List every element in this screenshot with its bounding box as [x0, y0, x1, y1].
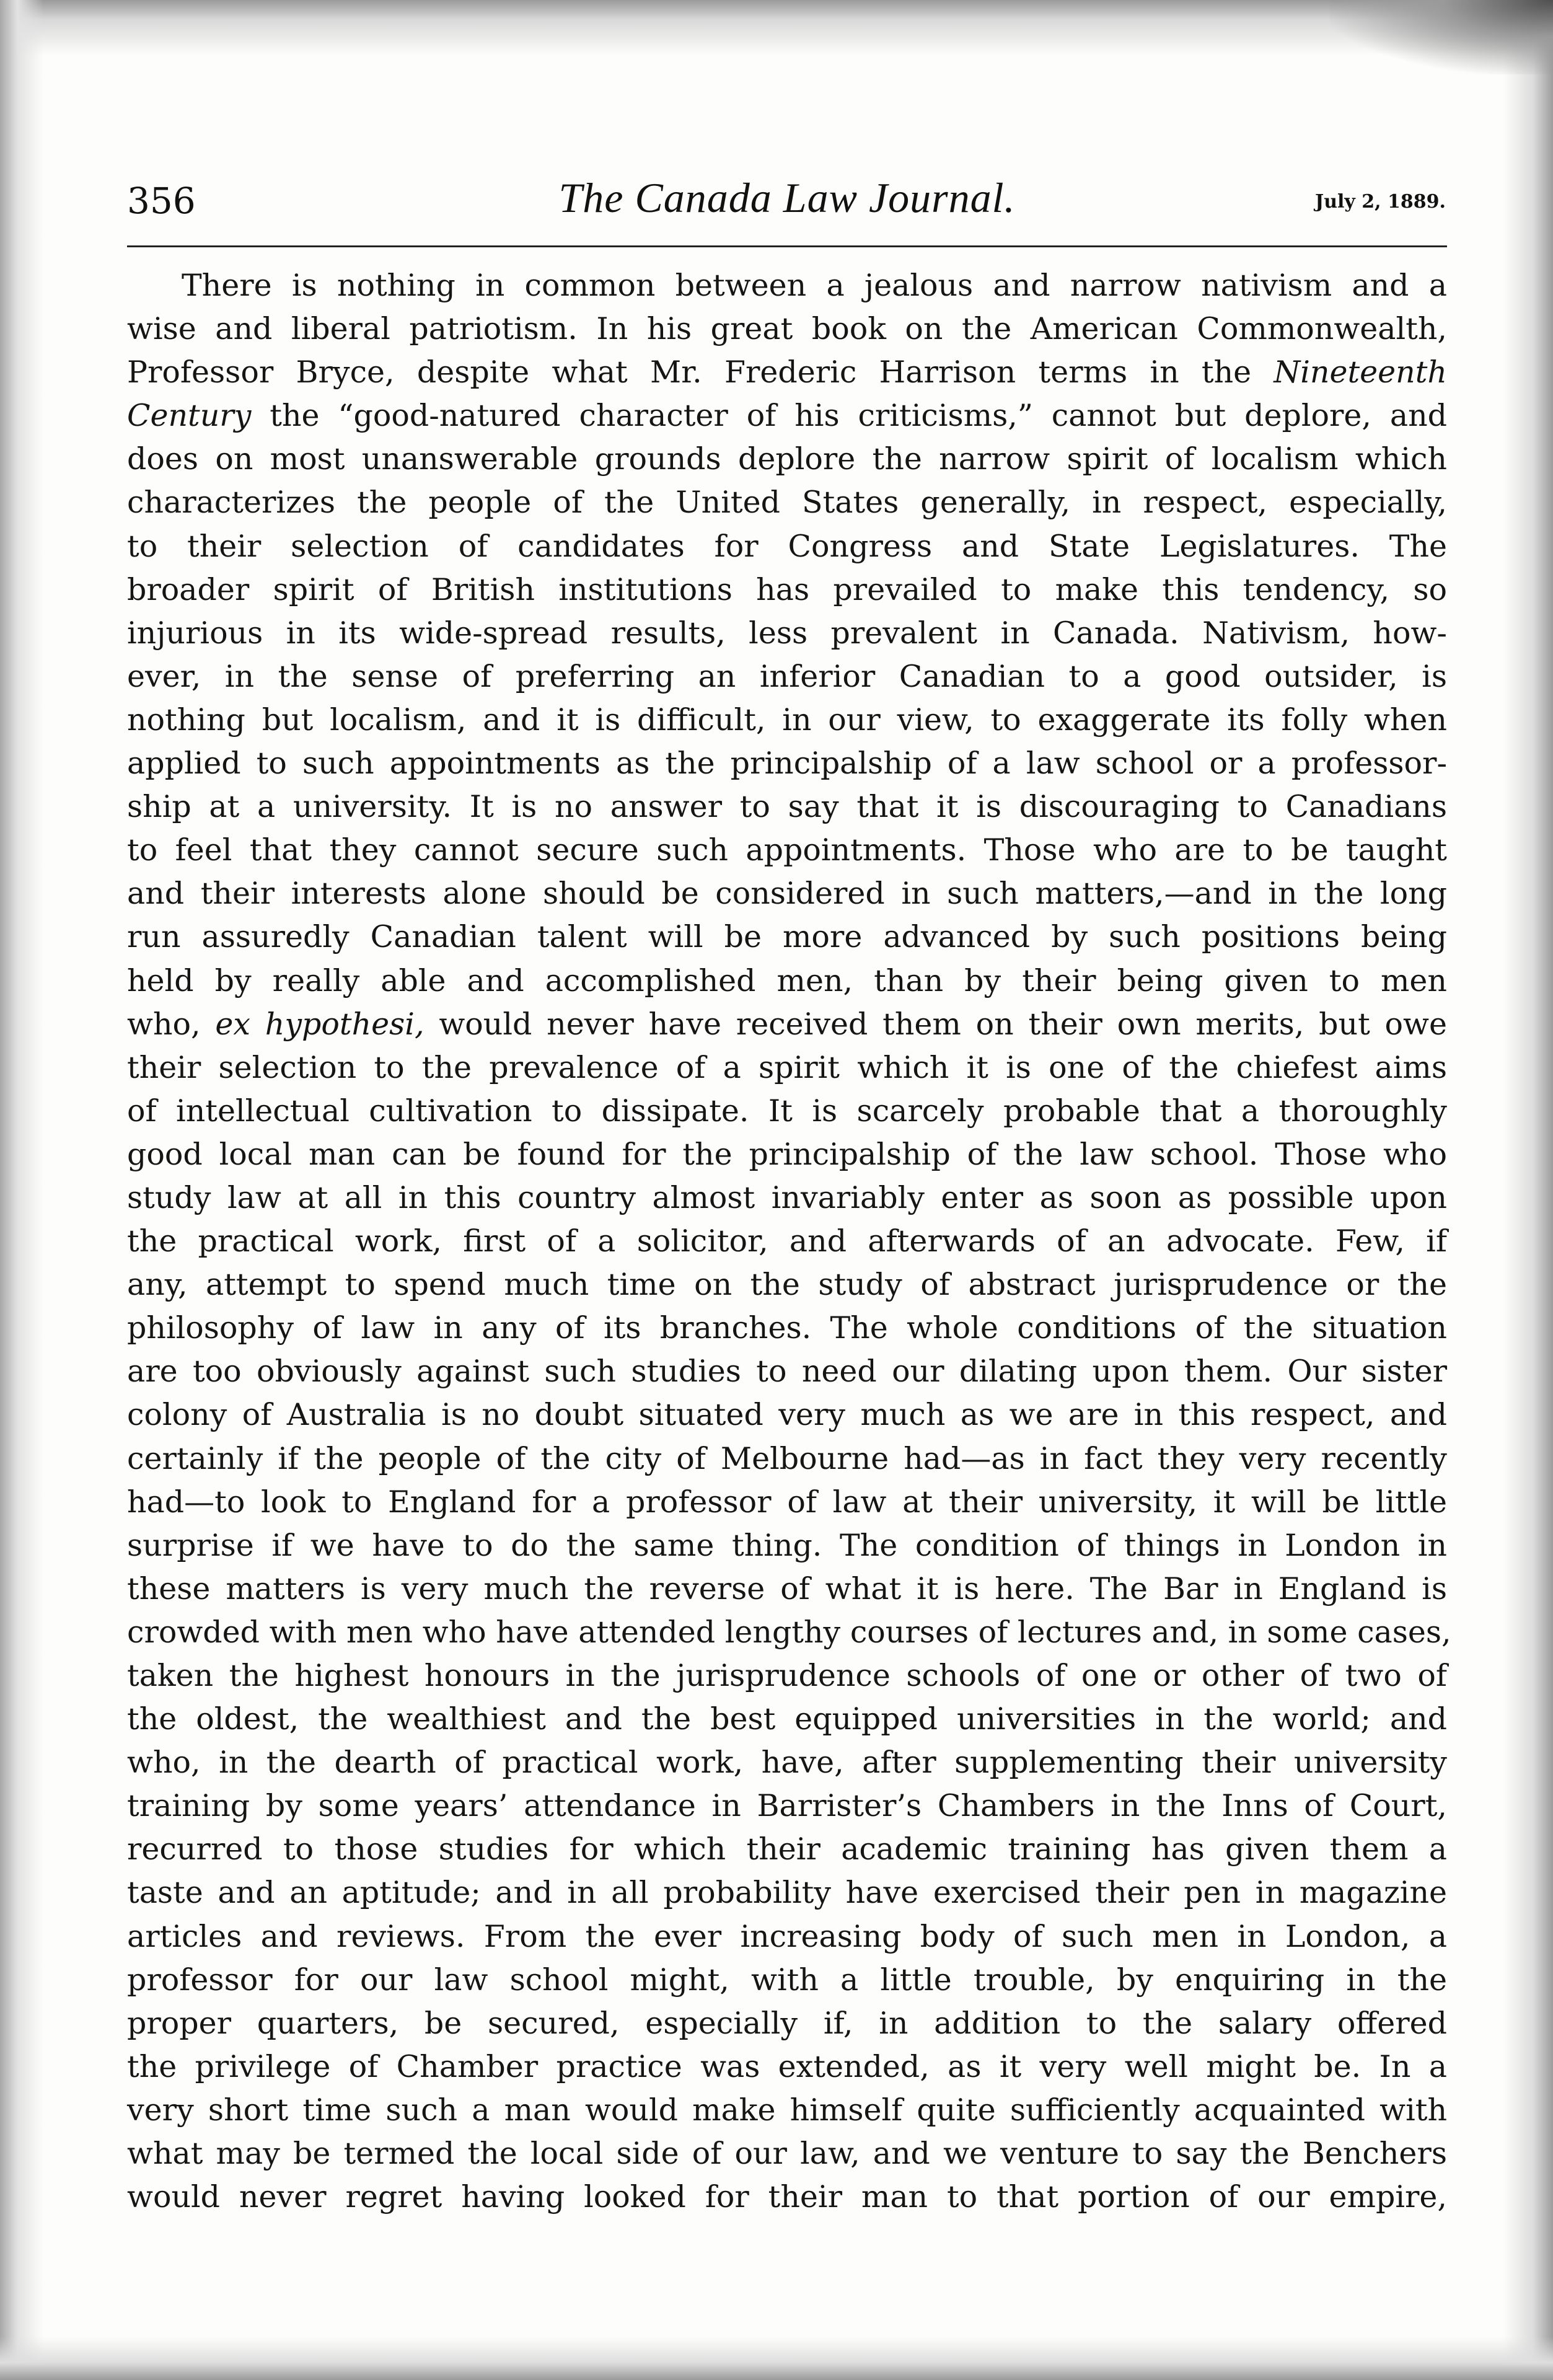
text-line: run assuredly Canadian talent will be more advanced by such positions being [127, 919, 1447, 955]
text-line: taste and an aptitude; and in all probability have exercised their pen in magazine [127, 1875, 1447, 1911]
header-rule [127, 245, 1447, 247]
text-line: wise and liberal patriotism. In his great book on the American Commonwealth, [127, 311, 1447, 347]
issue-date: July 2, 1889. [1315, 191, 1446, 213]
text-line: had—to look to England for a professor of law at their university, it will be little [127, 1484, 1447, 1520]
text-line: surprise if we have to do the same thing. The condition of things in London in [127, 1527, 1447, 1563]
text-line: certainly if the people of the city of Melbourne had—as in fact they very recently [127, 1440, 1447, 1476]
article-body [127, 264, 1451, 2219]
text-line: held by really able and accomplished men, than by their being given to men [127, 963, 1447, 998]
text-line: colony of Australia is no doubt situated very much as we are in this respect, and [127, 1397, 1447, 1433]
text-line: characterizes the people of the United States generally, in respect, especially, [127, 485, 1447, 521]
running-header [127, 167, 1447, 236]
text-line: nothing but localism, and it is difficult, in our view, to exaggerate its folly when [127, 702, 1447, 738]
text-line: the practical work, first of a solicitor, and afterwards of an advocate. Few, if [127, 1223, 1447, 1259]
text-line [127, 1003, 1447, 1046]
text-segment: would never have received them on their own merits, but owe [439, 1006, 1447, 1042]
text-line: taken the highest honours in the jurisprudence schools of one or other of two of [127, 1658, 1447, 1693]
text-line: to their selection of candidates for Congress and State Legislatures. The [127, 528, 1447, 564]
journal-title: The Canada Law Journal. [558, 174, 1016, 221]
text-line: injurious in its wide-spread results, less prevalent in Canada. Nativism, how- [127, 615, 1447, 651]
text-line: ever, in the sense of preferring an inferior Canadian to a good outsider, is [127, 658, 1447, 694]
italic-title-segment: Century [127, 398, 252, 434]
text-line: crowded with men who have attended lengthy courses of lectures and, in some cases, [127, 1614, 1451, 1650]
text-line: training by some years’ attendance in Barrister’s Chambers in the Inns of Court, [127, 1788, 1447, 1824]
text-line: any, attempt to spend much time on the study of abstract jurisprudence or the [127, 1267, 1447, 1303]
text-segment: who, [127, 1006, 201, 1042]
scan-edge-left [0, 0, 43, 2380]
text-line: of intellectual cultivation to dissipate. It is scarcely probable that a thoroughly [127, 1093, 1447, 1129]
text-line: these matters is very much the reverse of what it is here. The Bar in England is [127, 1571, 1447, 1606]
text-line: does on most unanswerable grounds deplore the narrow spirit of localism which [127, 441, 1447, 477]
text-line: and their interests alone should be considered in such matters,—and in the long [127, 876, 1447, 912]
text-line: what may be termed the local side of our law, and we venture to say the Benchers [127, 2136, 1447, 2172]
scan-corner-shadow [1330, 0, 1553, 74]
text-segment: the “good-natured character of his criticisms,” cannot but deplore, and [270, 398, 1448, 434]
text-line: There is nothing in common between a jealous and narrow nativism and a [182, 268, 1447, 303]
scan-edge-bottom [0, 2337, 1553, 2380]
italic-latin-segment: ex hypothesi, [215, 1006, 425, 1042]
page-number: 356 [127, 180, 196, 222]
text-line: broader spirit of British institutions has prevailed to make this tendency, so [127, 571, 1447, 607]
italic-title-segment: Nineteenth [1274, 355, 1447, 390]
scan-edge-right [1503, 0, 1553, 2380]
text-line: are too obviously against such studies to need our dilating upon them. Our sister [127, 1354, 1447, 1390]
text-line: the oldest, the wealthiest and the best equipped universities in the world; and [127, 1701, 1447, 1737]
text-line [127, 394, 1447, 438]
text-line: good local man can be found for the principalship of the law school. Those who [127, 1136, 1447, 1172]
text-line: study law at all in this country almost invariably enter as soon as possible upon [127, 1179, 1447, 1215]
text-segment: Professor Bryce, despite what Mr. Frederic Harrison terms in the [127, 355, 1252, 390]
text-line: would never regret having looked for their man to that portion of our empire, [127, 2179, 1447, 2215]
text-line: the privilege of Chamber practice was extended, as it very well might be. In a [127, 2048, 1447, 2084]
scan-edge-top [0, 0, 1553, 56]
text-line: ship at a university. It is no answer to say that it is discouraging to Canadians [127, 789, 1447, 825]
text-line: articles and reviews. From the ever increasing body of such men in London, a [127, 1918, 1447, 1954]
text-line: very short time such a man would make himself quite sufficiently acquainted with [127, 2092, 1447, 2128]
text-line: proper quarters, be secured, especially if, in addition to the salary offered [127, 2005, 1447, 2041]
text-line: recurred to those studies for which their academic training has given them a [127, 1831, 1447, 1867]
text-line [127, 351, 1447, 394]
text-line: philosophy of law in any of its branches. The whole conditions of the situation [127, 1310, 1447, 1346]
text-line: their selection to the prevalence of a spirit which it is one of the chiefest aims [127, 1049, 1447, 1085]
text-line: professor for our law school might, with a little trouble, by enquiring in the [127, 1962, 1447, 1998]
text-line: applied to such appointments as the principalship of a law school or a professor- [127, 746, 1447, 782]
text-line: who, in the dearth of practical work, have, after supplementing their university [127, 1745, 1447, 1781]
text-line: to feel that they cannot secure such appointments. Those who are to be taught [127, 832, 1447, 868]
